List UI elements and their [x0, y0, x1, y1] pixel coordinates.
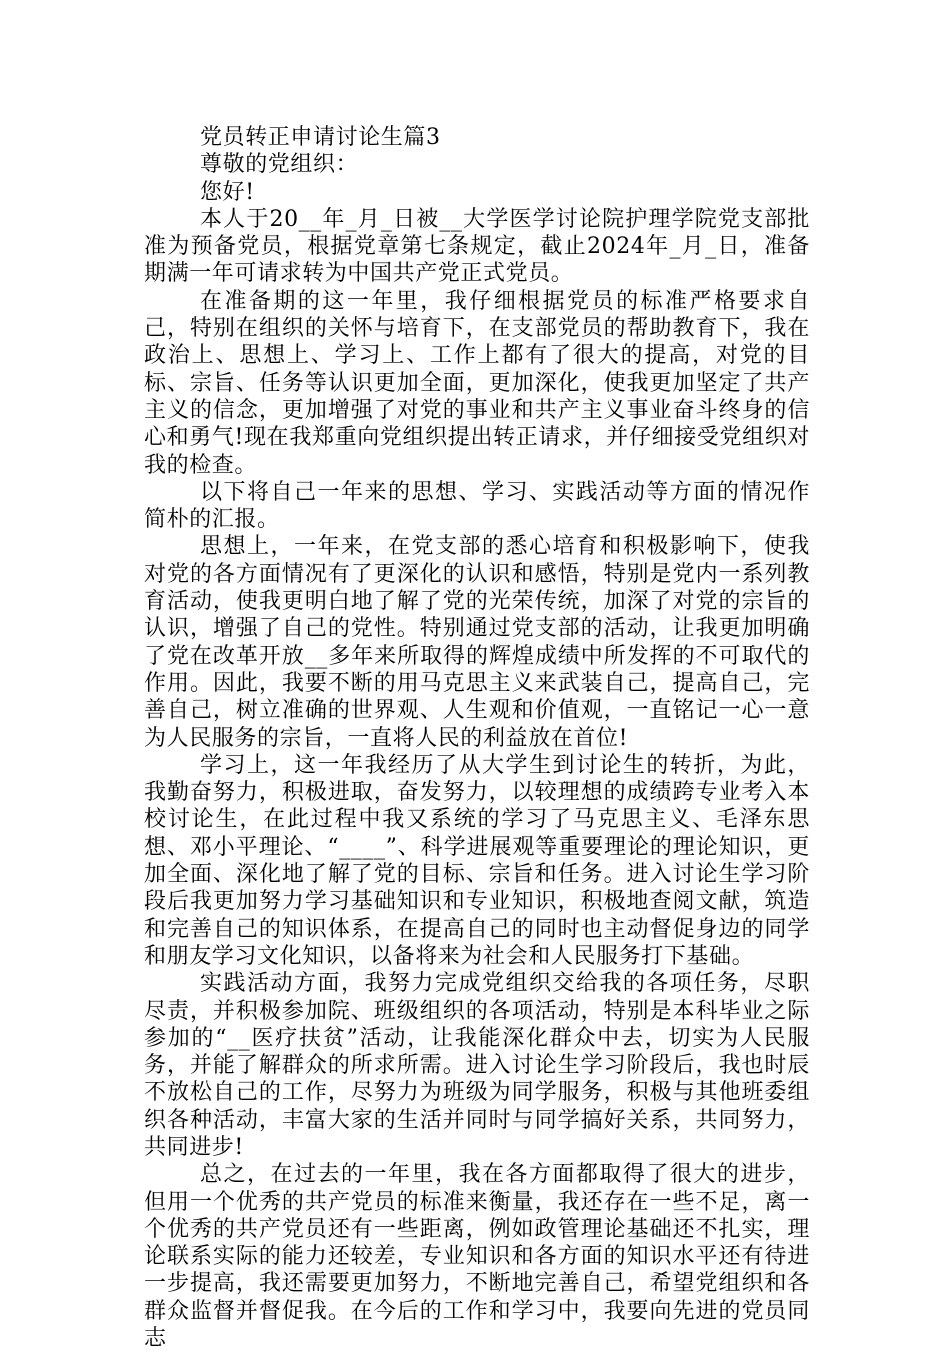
document-title: 党员转正申请讨论生篇3 [200, 125, 441, 150]
paragraph-preparation-period: 在准备期的这一年里，我仔细根据党员的标准严格要求自己，特别在组织的关怀与培育下，在支部党员的帮助教育下，我在政治上、思想上、学习上、工作上都有了很大的提高，对党的目标、宗旨、任务等认识更加全面，更加深化，使我更加坚定了共产主义的信念，更加增强了对党的事业和共产主义事业奋斗终身的信心和勇气!现在我郑重向党组织提出转正请求，并仔细接受党组织对我的检查。 [144, 288, 810, 478]
salutation: 尊敬的党组织： [200, 152, 359, 178]
paragraph-practice: 实践活动方面，我努力完成党组织交给我的各项任务，尽职尽责，并积极参加院、班级组织的各项活动，特别是本科毕业之际参加的“__医疗扶贫”活动，让我能深化群众中去，切实为人民服务，并能了解群众的所求所需。进入讨论生学习阶段后，我也时辰不放松自己的工作，尽努力为班级为同学服务，积极与其他班委组织各种活动，丰富大家的生活并同时与同学搞好关系，共同努力，共同进步! [144, 971, 810, 1160]
paragraph-intro: 本人于20__年_月_日被__大学医学讨论院护理学院党支部批准为预备党员，根据党章第七条规定，截止2024年_月_日，准备期满一年可请求转为中国共产党正式党员。 [144, 206, 810, 287]
greeting: 您好! [200, 179, 255, 205]
paragraph-report-intro: 以下将自己一年来的思想、学习、实践活动等方面的情况作简朴的汇报。 [144, 479, 810, 533]
paragraph-study: 学习上，这一年我经历了从大学生到讨论生的转折，为此，我勤奋努力，积极进取，奋发努力，以较理想的成绩跨专业考入本校讨论生，在此过程中我又系统的学习了马克思主义、毛泽东思想、邓小平理论、“____”、科学进展观等重要理论的理论知识，更加全面、深化地了解了党的目标、宗旨和任务。进入讨论生学习阶段后我更加努力学习基础知识和专业知识，积极地查阅文献，筑造和完善自己的知识体系，在提高自己的同时也主动督促身边的同学和朋友学习文化知识，以备将来为社会和人民服务打下基础。 [144, 752, 810, 969]
paragraph-thought: 思想上，一年来，在党支部的悉心培育和积极影响下，使我对党的各方面情况有了更深化的认识和感悟，特别是党内一系列教育活动，使我更明白地了解了党的光荣传统，加深了对党的宗旨的认识，增强了自己的党性。特别通过党支部的活动，让我更加明确了党在改革开放__多年来所取得的辉煌成绩中所发挥的不可取代的作用。因此，我要不断的用马克思主义来武装自己，提高自己，完善自己，树立准确的世界观、人生观和价值观，一直铭记一心一意为人民服务的宗旨，一直将人民的利益放在首位! [144, 534, 810, 751]
document-page [144, 124, 810, 1352]
paragraph-summary: 总之，在过去的一年里，我在各方面都取得了很大的进步，但用一个优秀的共产党员的标准来衡量，我还存在一些不足，离一个优秀的共产党员还有一些距离，例如政管理论基础还不扎实，理论联系实际的能力还较差，专业知识和各方面的知识水平还有待进一步提高，我还需要更加努力，不断地完善自己，希望党组织和各群众监督并督促我。在今后的工作和学习中，我要向先进的党员同志 [144, 1162, 810, 1352]
